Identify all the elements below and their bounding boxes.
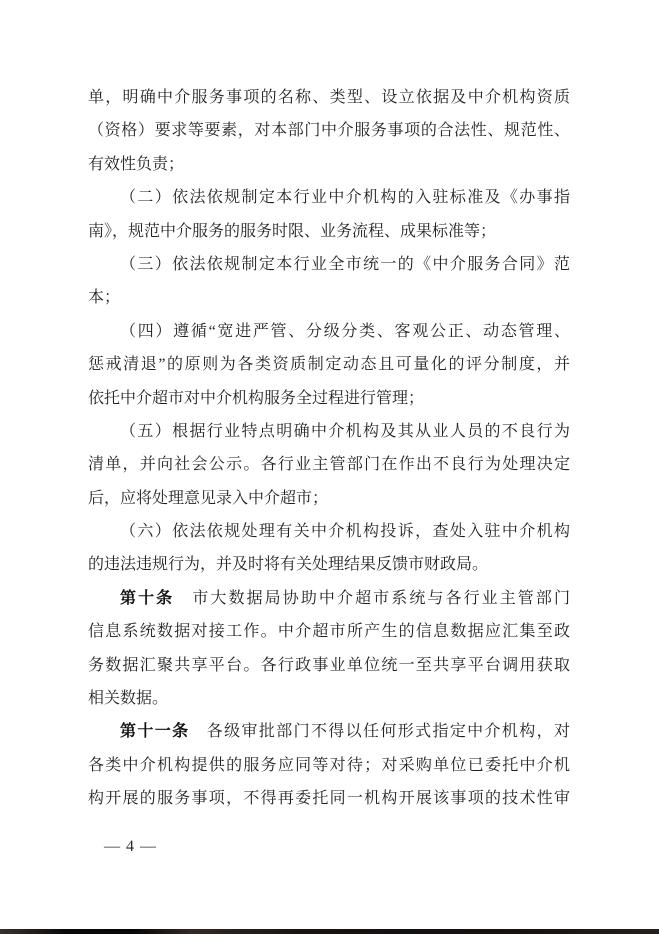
- line-text: （资格）要求等要素，对本部门中介服务事项的合法性、规范性、: [88, 122, 570, 140]
- text-line: [88, 248, 570, 281]
- text-line: [88, 315, 570, 348]
- text-line: [88, 215, 570, 248]
- text-line: [88, 81, 570, 114]
- line-text: 本；: [88, 289, 121, 307]
- line-text: 各类中介机构提供的服务应同等对待；对采购单位已委托中介机: [88, 756, 570, 774]
- line-text: 南》，规范中介服务的服务时限、业务流程、成果标准等；: [88, 222, 497, 240]
- line-text: （六）依法依规处理有关中介机构投诉，查处入驻中介机构: [120, 523, 570, 541]
- text-line: [88, 348, 570, 381]
- text-line: [88, 482, 570, 515]
- line-text: （四）遵循“宽进严管、分级分类、客观公正、动态管理、: [120, 322, 570, 340]
- text-line: [88, 281, 570, 314]
- line-text: 的违法违规行为，并及时将有关处理结果反馈市财政局。: [88, 556, 489, 574]
- article-number: 第十条: [120, 589, 175, 607]
- line-text: （三）依法依规制定本行业全市统一的《中介服务合同》范: [120, 255, 570, 273]
- text-line: [88, 415, 570, 448]
- text-line: [88, 515, 570, 548]
- line-text: （二）依法依规制定本行业中介机构的入驻标准及《办事指: [120, 189, 570, 207]
- line-text: 依托中介超市对中介机构服务全过程进行管理；: [88, 389, 425, 407]
- text-line: [88, 548, 570, 581]
- scan-edge-artifact: [0, 929, 659, 934]
- article-line: [88, 715, 570, 748]
- line-text: 务数据汇聚共享平台。各行政事业单位统一至共享平台调用获取: [88, 656, 570, 674]
- document-body: [88, 81, 570, 816]
- line-text: 市大数据局协助中介超市系统与各行业主管部门: [174, 589, 570, 607]
- text-line: [88, 181, 570, 214]
- line-text: 惩戒清退”的原则为各类资质制定动态且可量化的评分制度，并: [88, 356, 570, 374]
- line-text: 单，明确中介服务事项的名称、类型、设立依据及中介机构资质: [88, 89, 570, 106]
- text-line: [88, 382, 570, 415]
- text-line: [88, 615, 570, 648]
- page-number: — 4 —: [104, 838, 157, 855]
- text-line: [88, 114, 570, 147]
- text-line: [88, 782, 570, 815]
- text-line: [88, 749, 570, 782]
- line-text: 构开展的服务事项，不得再委托同一机构开展该事项的技术性审: [88, 790, 570, 808]
- text-line: [88, 682, 570, 715]
- line-text: 各级审批部门不得以任何形式指定中介机构，对: [189, 723, 570, 741]
- text-line: [88, 649, 570, 682]
- article-line: [88, 582, 570, 615]
- line-text: 信息系统数据对接工作。中介超市所产生的信息数据应汇集至政: [88, 623, 570, 641]
- text-line: [88, 448, 570, 481]
- text-line: [88, 148, 570, 181]
- article-number: 第十一条: [120, 723, 190, 741]
- line-text: 相关数据。: [88, 690, 169, 708]
- line-text: 后，应将处理意见录入中介超市；: [88, 489, 329, 507]
- line-text: 清单，并向社会公示。各行业主管部门在作出不良行为处理决定: [88, 456, 570, 474]
- line-text: 有效性负责；: [88, 155, 185, 173]
- line-text: （五）根据行业特点明确中介机构及其从业人员的不良行为: [120, 422, 570, 440]
